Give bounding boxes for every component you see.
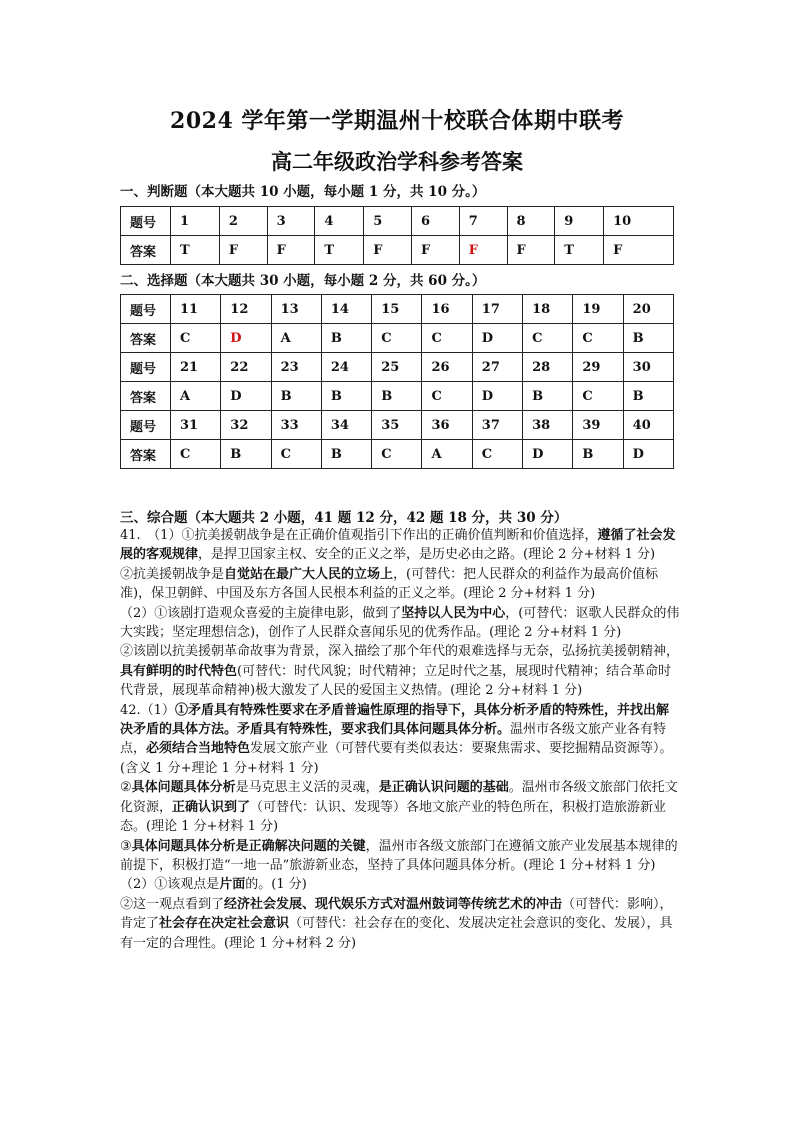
question-number: 5 [364, 207, 412, 236]
answer-cell: C [171, 324, 221, 353]
answer-cell: C [422, 324, 472, 353]
question-number: 34 [321, 411, 371, 440]
answer-cell: F [604, 236, 674, 265]
answer-cell: C [372, 324, 422, 353]
question-number: 8 [507, 207, 555, 236]
answer-cell: D [623, 440, 673, 469]
row-label: 题号 [121, 411, 171, 440]
answer-paragraph: 42.（1）①矛盾具有特殊性要求在矛盾普遍性原理的指导下，具体分析矛盾的特殊性，并找出解决矛盾的具体方法。矛盾具有特殊性，要求我们具体问题具体分析。温州市各级文旅产业各有特点，必须结合当地特色发展文旅产业（可替代要有类似表达：要聚焦需求、要挖掘精品资源等）。 (含义 1 分+理论 1 分+材料 1 分) [120, 702, 693, 776]
question-number: 13 [271, 295, 321, 324]
section2-heading: 二、选择题（本大题共 30 小题，每小题 2 分，共 60 分。） [120, 273, 486, 289]
answer-cell: A [271, 324, 321, 353]
question-number: 6 [412, 207, 460, 236]
question-number: 27 [472, 353, 522, 382]
question-number: 31 [171, 411, 221, 440]
answer-cell: C [573, 324, 623, 353]
answer-cell: C [523, 324, 573, 353]
question-number: 30 [623, 353, 673, 382]
table-row [121, 324, 674, 353]
row-label: 答案 [121, 236, 171, 265]
question-number: 3 [267, 207, 315, 236]
answer-paragraph: ②抗美援朝战争是自觉站在最广大人民的立场上，(可替代：把人民群众的利益作为最高价值标准)，保卫朝鲜、中国及东方各国人民根本利益的正义之举。(理论 2 分+材料 1 分) [120, 566, 659, 602]
section1-table [120, 206, 674, 265]
question-number: 7 [459, 207, 507, 236]
row-label: 答案 [121, 440, 171, 469]
question-number: 21 [171, 353, 221, 382]
answer-paragraph: （2）①该观点是片面的。(1 分) [120, 877, 307, 893]
answer-cell: B [523, 382, 573, 411]
answer-cell: B [321, 440, 371, 469]
question-number: 36 [422, 411, 472, 440]
answer-cell: B [221, 440, 271, 469]
answer-paragraph: ②具体问题具体分析是马克思主义活的灵魂，是正确认识问题的基础。温州市各级文旅部门依托文化资源，正确认识到了（可替代：认识、发现等）各地文旅产业的特色所在，积极打造旅游新业态。(理论 1 分+材料 1 分) [120, 780, 678, 835]
row-label: 答案 [121, 382, 171, 411]
table-row [121, 207, 674, 236]
question-number: 25 [372, 353, 422, 382]
answer-cell: C [372, 440, 422, 469]
question-number: 39 [573, 411, 623, 440]
table-row [121, 440, 674, 469]
question-number: 2 [219, 207, 267, 236]
page-title: 2024 学年第一学期温州十校联合体期中联考 [170, 108, 624, 134]
page-subtitle: 高二年级政治学科参考答案 [271, 149, 523, 174]
answer-paragraph: 41. （1）①抗美援朝战争是在正确价值观指引下作出的正确价值判断和价值选择，遵循了社会发展的客观规律，是捍卫国家主权、安全的正义之举，是历史必由之路。(理论 2 分+材料 1 分) [120, 528, 676, 563]
question-number: 37 [472, 411, 522, 440]
question-number: 17 [472, 295, 522, 324]
answer-cell: D [472, 324, 522, 353]
answer-cell: C [422, 382, 472, 411]
question-number: 23 [271, 353, 321, 382]
row-label: 答案 [121, 324, 171, 353]
answer-cell: F [364, 236, 412, 265]
answer-cell: C [171, 440, 221, 469]
answer-cell: D [523, 440, 573, 469]
row-label: 题号 [121, 207, 171, 236]
answer-cell: B [372, 382, 422, 411]
answer-cell: B [573, 440, 623, 469]
answer-paragraph: ③具体问题具体分析是正确解决问题的关键，温州市各级文旅部门在遵循文旅产业发展基本规律的前提下，积极打造“一地一品”旅游新业态，坚持了具体问题具体分析。(理论 1 分+材料 1 分) [120, 838, 678, 873]
answer-cell: T [171, 236, 220, 265]
question-number: 26 [422, 353, 472, 382]
answer-cell: F [412, 236, 460, 265]
answer-cell: F [267, 236, 315, 265]
answer-cell: F [507, 236, 555, 265]
section1-heading: 一、判断题（本大题共 10 小题，每小题 1 分，共 10 分。） [120, 184, 486, 200]
answer-cell: T [315, 236, 364, 265]
answer-cell: C [271, 440, 321, 469]
answer-cell: A [422, 440, 472, 469]
row-label: 题号 [121, 353, 171, 382]
question-number: 24 [321, 353, 371, 382]
answer-cell-highlighted: F [459, 236, 507, 265]
section3-body [120, 526, 693, 953]
answer-paragraph: （2）①该剧打造观众喜爱的主旋律电影，做到了坚持以人民为中心，(可替代：讴歌人民群众的伟大实践；坚定理想信念)，创作了人民群众喜闻乐见的优秀作品。(理论 2 分+材料 1 分) [120, 605, 680, 641]
question-number: 29 [573, 353, 623, 382]
question-number: 28 [523, 353, 573, 382]
question-number: 9 [555, 207, 604, 236]
answer-cell: C [573, 382, 623, 411]
question-number: 35 [372, 411, 422, 440]
answer-cell: B [271, 382, 321, 411]
question-number: 12 [221, 295, 271, 324]
answer-cell: C [472, 440, 522, 469]
question-number: 14 [321, 295, 371, 324]
answer-paragraph: ②该剧以抗美援朝革命故事为背景，深入描绘了那个年代的艰难选择与无奈，弘扬抗美援朝精神，具有鲜明的时代特色(可替代：时代风貌；时代精神；立足时代之基，展现时代精神；结合革命时代背景，展现革命精神)极大激发了人民的爱国主义热情。(理论 2 分+材料 1 分) [120, 644, 680, 699]
table-row [121, 236, 674, 265]
question-number: 16 [422, 295, 472, 324]
question-number: 32 [221, 411, 271, 440]
answer-paragraph: ②这一观点看到了经济社会发展、现代娱乐方式对温州鼓词等传统艺术的冲击（可替代：影响），肯定了社会存在决定社会意识（可替代：社会存在的变化、发展决定社会意识的变化、发展），具有一定的合理性。(理论 1 分+材料 2 分) [120, 896, 673, 951]
section2-table [120, 294, 674, 469]
question-number: 22 [221, 353, 271, 382]
question-number: 10 [604, 207, 674, 236]
table-row [121, 411, 674, 440]
answer-cell: B [321, 324, 371, 353]
answer-cell-highlighted: D [221, 324, 271, 353]
question-number: 40 [623, 411, 673, 440]
question-number: 19 [573, 295, 623, 324]
answer-cell: F [219, 236, 267, 265]
question-number: 38 [523, 411, 573, 440]
question-number: 15 [372, 295, 422, 324]
question-number: 33 [271, 411, 321, 440]
section3-heading: 三、综合题（本大题共 2 小题，41 题 12 分，42 题 18 分，共 30 分） [120, 510, 568, 526]
row-label: 题号 [121, 295, 171, 324]
question-number: 18 [523, 295, 573, 324]
table-row [121, 382, 674, 411]
answer-cell: B [321, 382, 371, 411]
answer-cell: B [623, 324, 673, 353]
table-row [121, 353, 674, 382]
question-number: 4 [315, 207, 364, 236]
table-row [121, 295, 674, 324]
answer-cell: D [221, 382, 271, 411]
question-number: 1 [171, 207, 220, 236]
answer-cell: T [555, 236, 604, 265]
answer-cell: B [623, 382, 673, 411]
question-number: 11 [171, 295, 221, 324]
answer-cell: A [171, 382, 221, 411]
answer-cell: D [472, 382, 522, 411]
question-number: 20 [623, 295, 673, 324]
